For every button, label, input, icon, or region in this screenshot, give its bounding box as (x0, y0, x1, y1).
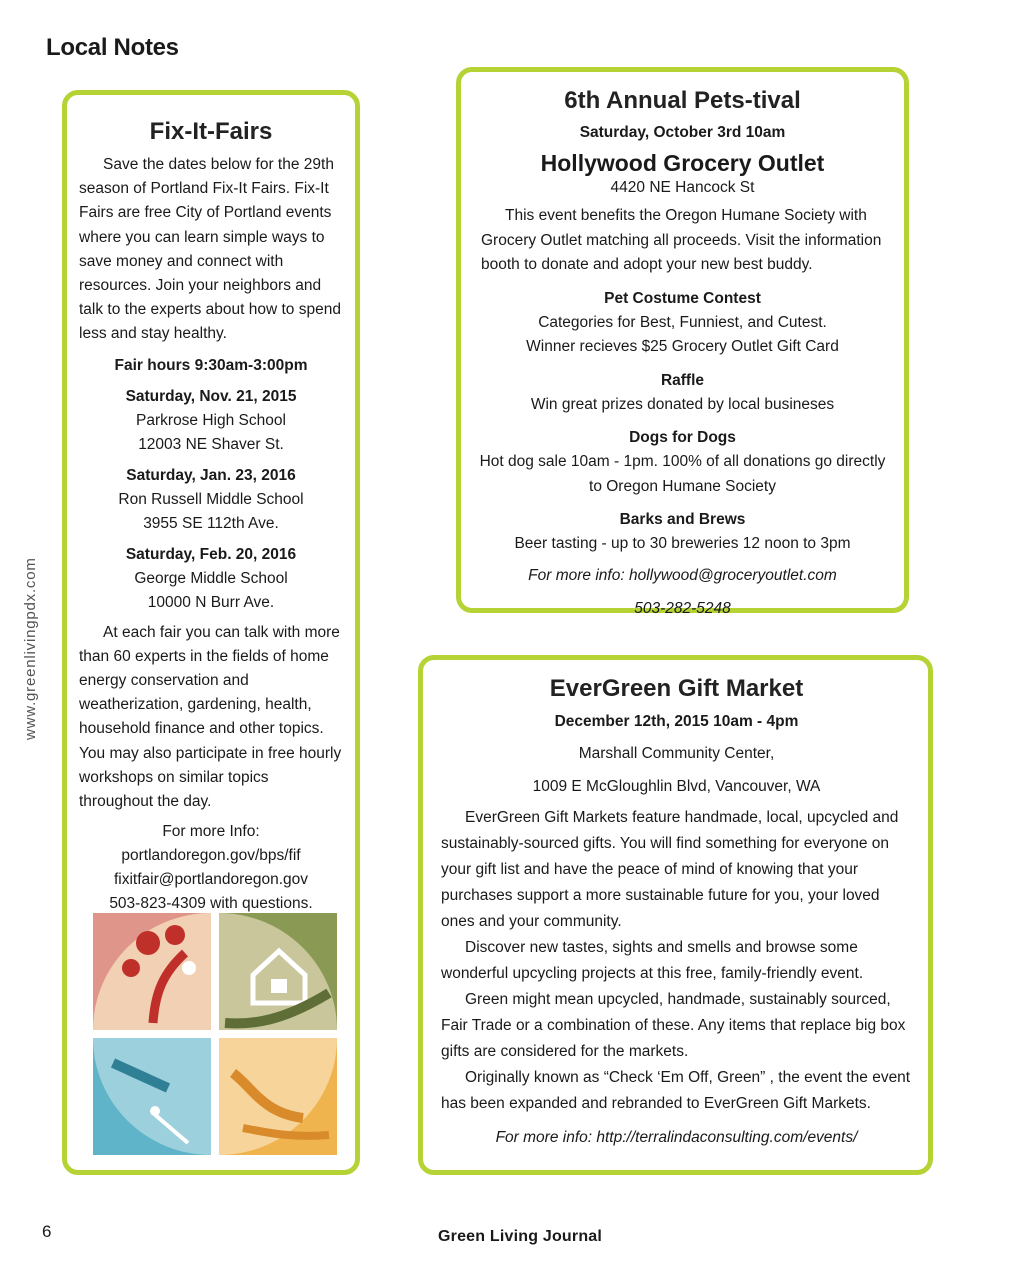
fix-it-fairs-title: Fix-It-Fairs (149, 118, 273, 145)
section-line: Win great prizes donated by local busineses (530, 395, 835, 413)
fair-event-address: 3955 SE 112th Ave. (143, 514, 279, 532)
evergreen-date: December 12th, 2015 10am - 4pm (554, 713, 799, 730)
petstival-box (456, 67, 909, 617)
fair-event-place: Parkrose High School (136, 411, 286, 429)
petstival-date: Saturday, October 3rd 10am (579, 124, 786, 141)
fair-event (79, 464, 343, 536)
evergreen-address: 1009 E McGloughlin Blvd, Vancouver, WA (532, 778, 821, 795)
fix-it-fairs-more: At each fair you can talk with more than 60 experts in the fields of home energy conservation and weatherization, gardening, health, household finance and other topics. You may also participate in free hourly workshops on similar topics throughout the day. (79, 623, 342, 811)
fair-event-place: George Middle School (134, 569, 288, 587)
contact-email-link[interactable]: fixitfair@portlandoregon.gov (113, 871, 309, 889)
fair-event-date: Saturday, Nov. 21, 2015 (125, 387, 297, 405)
petstival-phone: 503-282-5248 (634, 599, 731, 617)
fair-hours: Fair hours 9:30am-3:00pm (114, 356, 308, 374)
fair-event-address: 12003 NE Shaver St. (138, 435, 284, 453)
section-line: Beer tasting - up to 30 breweries 12 noon to 3pm (514, 535, 851, 552)
petstival-address: 4420 NE Hancock St (610, 179, 755, 196)
contact-url-link[interactable]: portlandoregon.gov/bps/fif (121, 847, 301, 865)
section-heading: Pet Costume Contest (604, 289, 761, 307)
evergreen-body (441, 805, 912, 1117)
evergreen-venue: Marshall Community Center, (578, 745, 775, 762)
fix-it-fair-logo-icon (93, 913, 337, 1155)
evergreen-paragraph: Originally known as “Check ‘Em Off, Green” , the event the event has been expanded and rebranded to EverGreen Gift Markets. (441, 1069, 911, 1112)
fix-it-fairs-contact (79, 820, 343, 916)
evergreen-box (418, 655, 933, 1175)
evergreen-paragraph: EverGreen Gift Markets feature handmade, local, upcycled and sustainably-sourced gifts. You will find something for everyone on your gift list and have the peace of mind of knowing that your purchases support a more sustainable future for you, your loved ones and your community. (441, 809, 899, 930)
fair-event-address: 10000 N Burr Ave. (147, 593, 275, 611)
petstival-venue: Hollywood Grocery Outlet (540, 150, 825, 176)
section-line: Hot dog sale 10am - 1pm. 100% of all donations go directly (479, 453, 886, 470)
evergreen-title: EverGreen Gift Market (549, 675, 804, 702)
contact-phone: 503-823-4309 with questions. (109, 895, 313, 913)
fair-event (79, 543, 343, 615)
petstival-more-info-link[interactable]: For more info: hollywood@groceryoutlet.com (528, 566, 837, 584)
sidebar-url: www.greenlivingpdx.com (22, 557, 39, 740)
logo-artwork-icon (93, 913, 337, 1155)
page-title: Local Notes (46, 34, 179, 61)
evergreen-more-info-link[interactable]: For more info: http://terralindaconsulting.com/events/ (495, 1129, 858, 1146)
evergreen-paragraph: Green might mean upcycled, handmade, sustainably sourced, Fair Trade or a combination of these. Any items that replace big box gifts are considered for the markets. (441, 991, 906, 1060)
petstival-title: 6th Annual Pets-tival (564, 87, 801, 114)
fair-event (79, 385, 343, 457)
petstival-description: This event benefits the Oregon Humane Society with Grocery Outlet matching all proceeds. Visit the information booth to donate and adopt your new best buddy. (481, 207, 882, 273)
fair-event-date: Saturday, Feb. 20, 2016 (125, 545, 297, 563)
publication-name: Green Living Journal (438, 1228, 603, 1245)
evergreen-paragraph: Discover new tastes, sights and smells and browse some wonderful upcycling projects at this free, family-friendly event. (441, 939, 864, 982)
section-line: Categories for Best, Funniest, and Cutest. (538, 313, 827, 331)
section-heading: Dogs for Dogs (629, 429, 736, 446)
fair-event-place: Ron Russell Middle School (118, 490, 304, 508)
fair-event-date: Saturday, Jan. 23, 2016 (126, 466, 296, 484)
fix-it-fairs-intro: Save the dates below for the 29th season of Portland Fix-It Fairs. Fix-It Fairs are free City of Portland events where you can learn simple ways to save money and connect with resources. Join your neighbors and talk to the experts about how to spend less and stay healthy. (79, 156, 341, 343)
page-number: 6 (42, 1222, 52, 1241)
contact-label: For more Info: (162, 823, 260, 841)
section-line: to Oregon Humane Society (589, 477, 776, 495)
section-heading: Raffle (660, 371, 705, 389)
section-heading: Barks and Brews (619, 511, 746, 528)
fix-it-fairs-box (62, 90, 360, 1175)
section-line: Winner recieves $25 Grocery Outlet Gift Card (526, 338, 839, 355)
